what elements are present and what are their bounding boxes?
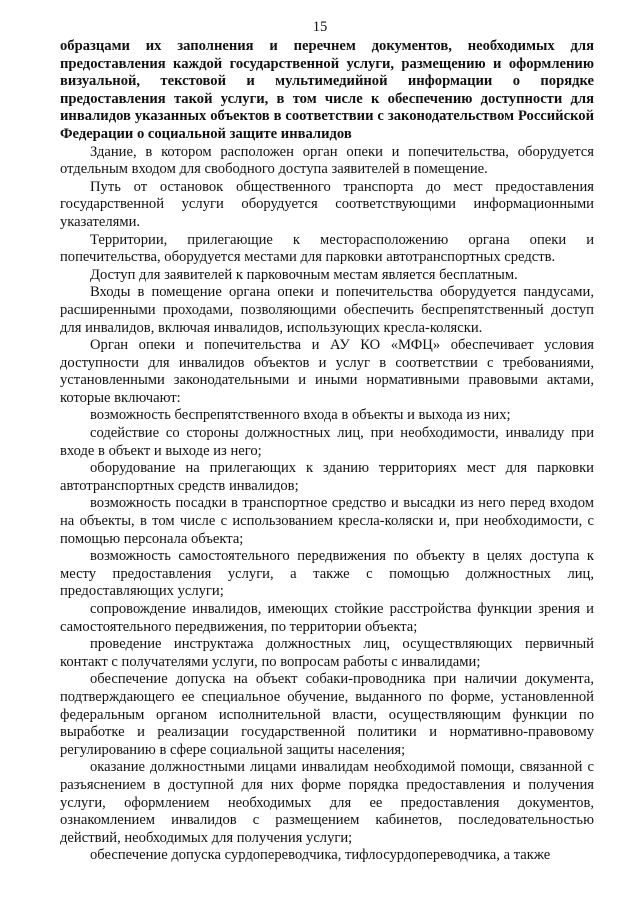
list-item: возможность самостоятельного передвижения по объекту в целях доступа к месту предоставления услуги, а также с помощью должностных лиц, предоставляющих услуги; xyxy=(60,548,594,600)
paragraph: Путь от остановок общественного транспорта до мест предоставления государственной услуги оборудуется соответствующими информационными указателями. xyxy=(60,178,594,230)
paragraph: Территории, прилегающие к месторасположению органа опеки и попечительства, оборудуется местами для парковки автотранспортных средств. xyxy=(60,231,594,266)
paragraph: Здание, в котором расположен орган опеки и попечительства, оборудуется отдельным входом для свободного доступа заявителей в помещение. xyxy=(60,143,594,178)
list-item: возможность беспрепятственного входа в объекты и выхода из них; xyxy=(90,407,511,424)
paragraph: Входы в помещение органа опеки и попечительства оборудуется пандусами, расширенными проходами, позволяющими обеспечить беспрепятственный доступ для инвалидов, включая инвалидов, использующих кресла-коляски. xyxy=(60,284,594,336)
paragraph: Орган опеки и попечительства и АУ КО «МФЦ» обеспечивает условия доступности для инвалидов объектов и услуг в соответствии с требованиями, установленными законодательными и иными нормативными правовыми актами, которые включают: xyxy=(60,337,594,406)
list-item: сопровождение инвалидов, имеющих стойкие расстройства функции зрения и самостоятельного передвижения, по территории объекта; xyxy=(60,601,594,635)
list-item: возможность посадки в транспортное средство и высадки из него перед входом на объекты, в том числе с использованием кресла-коляски и, при необходимости, с помощью персонала объекта; xyxy=(60,495,594,547)
page-number: 15 xyxy=(312,19,328,35)
document-body xyxy=(60,38,594,865)
list-item: оборудование на прилегающих к зданию территориях мест для парковки автотранспортных средств инвалидов; xyxy=(60,460,594,494)
list-item: оказание должностными лицами инвалидам необходимой помощи, связанной с разъяснением в доступной для них форме порядка предоставления и получения услуги, оформлением необходимых для ее предоставления документов, ознакомлением инвалидов с размещением кабинетов, последовательностью действий, необходимых для получения услуги; xyxy=(60,759,594,846)
list-item: обеспечение допуска на объект собаки-проводника при наличии документа, подтверждающего ее специальное обучение, выданного по форме, установленной федеральным органом исполнительной власти, осуществляющим функции по выработке и реализации государственной политики и нормативно-правовому регулированию в сфере социальной защиты населения; xyxy=(60,671,594,758)
section-heading: образцами их заполнения и перечнем документов, необходимых для предоставления каждой государственной услуги, размещению и оформлению визуальной, текстовой и мультимедийной информации о порядке предоставления такой услуги, в том числе к обеспечению доступности для инвалидов указанных объектов в соответствии с законодательством Российской Федерации о социальной защите инвалидов xyxy=(60,38,594,142)
list-item: обеспечение допуска сурдопереводчика, тифлосурдопереводчика, а также xyxy=(90,847,551,864)
paragraph: Доступ для заявителей к парковочным местам является бесплатным. xyxy=(90,266,518,283)
list-item: проведение инструктажа должностных лиц, осуществляющих первичный контакт с получателями услуги, по вопросам работы с инвалидами; xyxy=(60,636,594,670)
list-item: содействие со стороны должностных лиц, при необходимости, инвалиду при входе в объект и выходе из него; xyxy=(60,425,594,459)
